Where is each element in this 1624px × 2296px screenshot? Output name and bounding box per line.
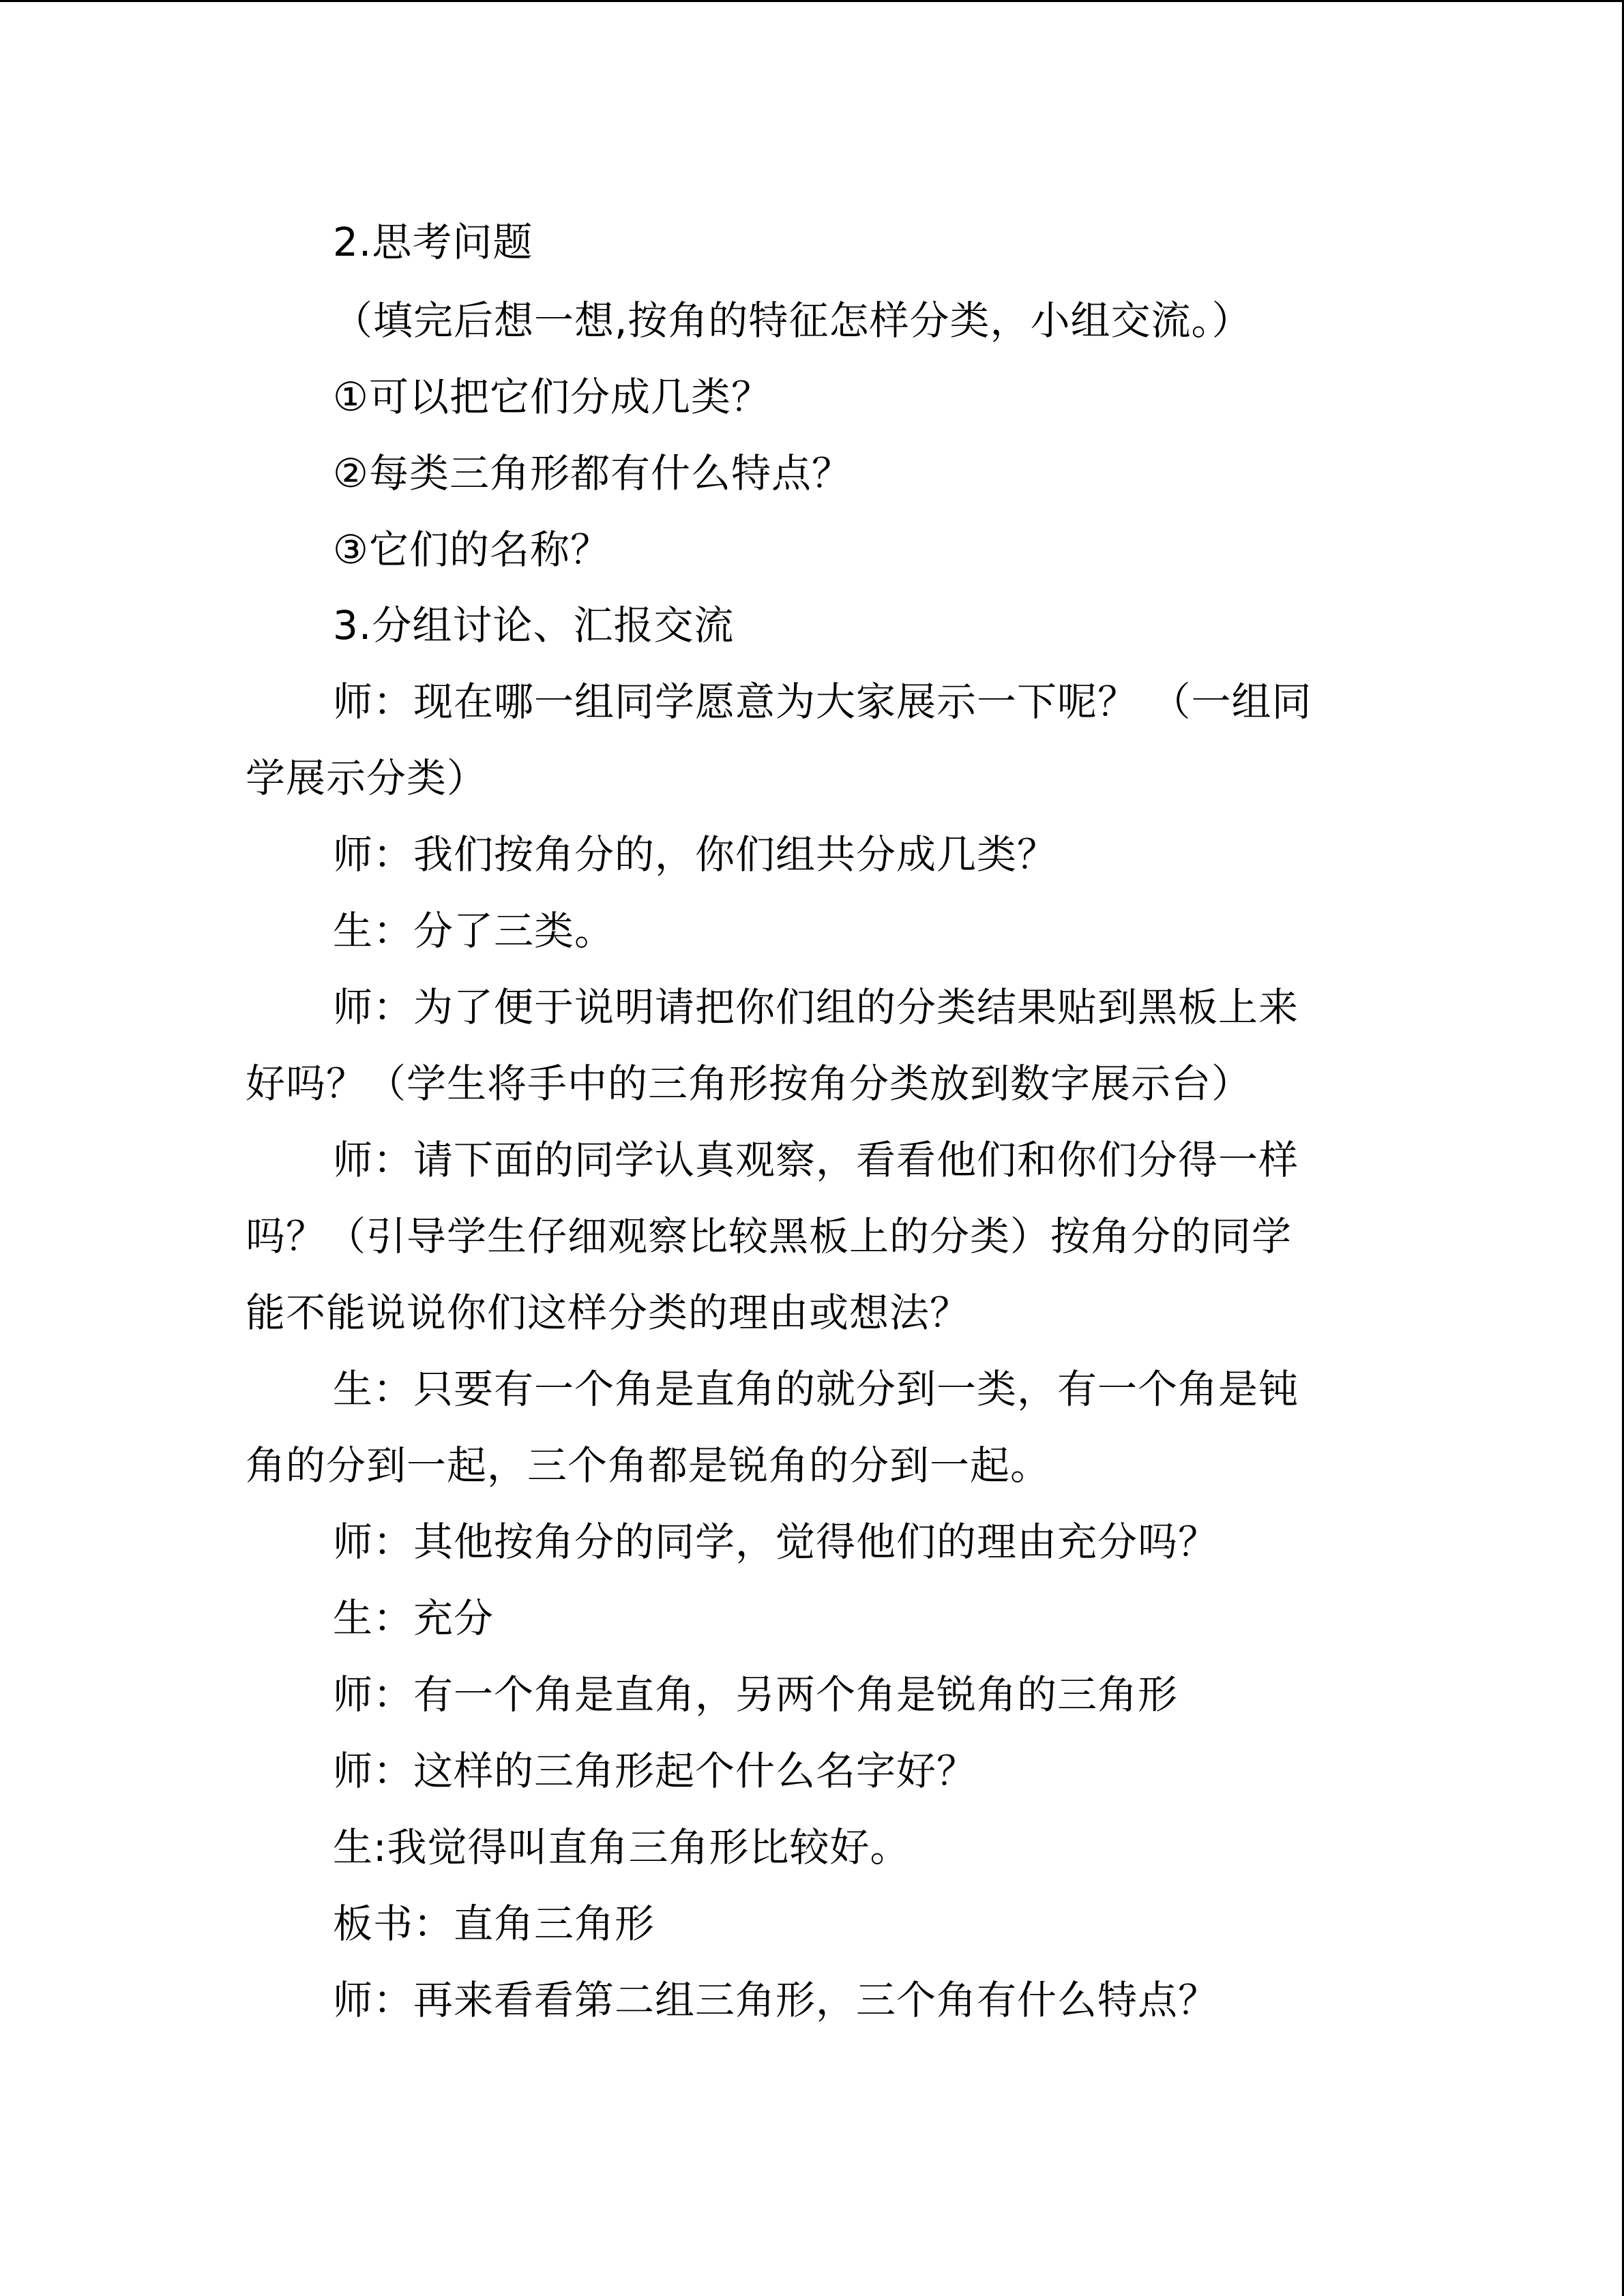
paragraph-line: 吗？（引导学生仔细观察比较黑板上的分类）按角分的同学 bbox=[246, 1213, 1293, 1259]
instruction-line: （填完后想一想,按角的特征怎样分类，小组交流。） bbox=[333, 297, 1252, 344]
question-2: ②每类三角形都有什么特点？ bbox=[333, 450, 852, 496]
paragraph-line: 师：我们按角分的，你们组共分成几类？ bbox=[333, 831, 1058, 878]
paragraph-line: 师：有一个角是直角，另两个角是锐角的三角形 bbox=[333, 1671, 1179, 1718]
paragraph-line: 学展示分类） bbox=[246, 755, 488, 801]
paragraph-line: 好吗？（学生将手中的三角形按角分类放到数字展示台） bbox=[246, 1060, 1252, 1107]
paragraph-line: 师：现在哪一组同学愿意为大家展示一下呢？ （一组同 bbox=[333, 679, 1312, 725]
paragraph-line: 能不能说说你们这样分类的理由或想法？ bbox=[246, 1289, 971, 1336]
paragraph-line: 角的分到一起，三个角都是锐角的分到一起。 bbox=[246, 1442, 1051, 1489]
paragraph-line: 师：其他按角分的同学，觉得他们的理由充分吗？ bbox=[333, 1519, 1219, 1565]
paragraph-line: 师：请下面的同学认真观察，看看他们和你们分得一样 bbox=[333, 1137, 1299, 1183]
paragraph-line: 生:我觉得叫直角三角形比较好。 bbox=[333, 1824, 911, 1870]
paragraph-line: 生：只要有一个角是直角的就分到一类，有一个角是钝 bbox=[333, 1366, 1299, 1412]
blackboard-note: 板书：直角三角形 bbox=[333, 1900, 655, 1947]
paragraph-line: 师：这样的三角形起个什么名字好？ bbox=[333, 1748, 977, 1794]
question-3: ③它们的名称？ bbox=[333, 526, 610, 573]
paragraph-line: 师：为了便于说明请把你们组的分类结果贴到黑板上来 bbox=[333, 984, 1299, 1030]
question-1: ①可以把它们分成几类？ bbox=[333, 374, 771, 420]
paragraph-line: 生：分了三类。 bbox=[333, 908, 615, 954]
section-heading-3: 3.分组讨论、汇报交流 bbox=[333, 602, 735, 648]
paragraph-line: 生：充分 bbox=[333, 1595, 494, 1641]
section-heading-2: 2.思考问题 bbox=[333, 219, 533, 265]
paragraph-line: 师：再来看看第二组三角形，三个角有什么特点？ bbox=[333, 1977, 1219, 2023]
